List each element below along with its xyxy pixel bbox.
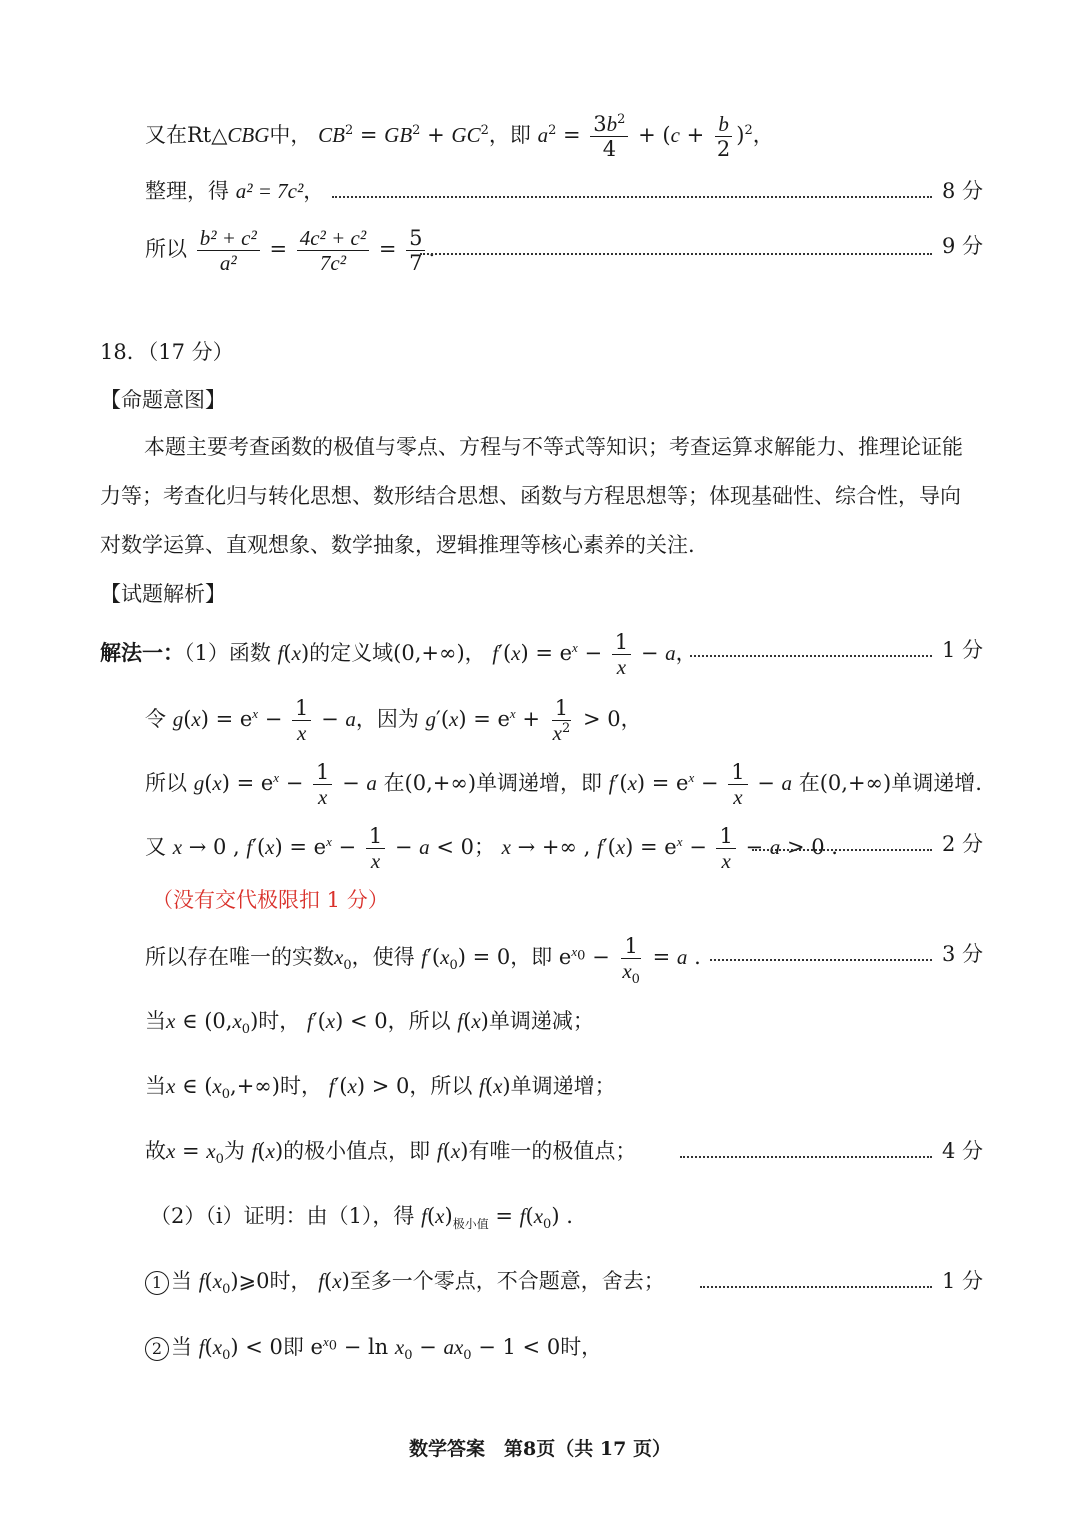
question-number: 18．（17 分） <box>100 340 234 364</box>
leader-dots <box>700 1286 932 1288</box>
step-3: 所以 $g(x) = e^x$ − $\frac{1}{x}$ − a 在(0,+∞)单调递增，即 $f'(x) = e^x$ − $\frac{1}{x}$ − a 在(0,+∞)单调递增. <box>145 760 982 809</box>
step-8: 故$x = x_0$为 f(x)的极小值点，即 f(x)有唯一的极值点； <box>145 1139 637 1168</box>
deduction-note: （没有交代极限扣 1 分） <box>152 888 389 912</box>
step-1: 解法一：（1）函数 f(x)的定义域(0,+∞)， $f'(x) = e^x$ − $\frac{1}{x}$ − a， <box>100 630 697 679</box>
leader-dots <box>690 655 932 657</box>
score: 9 分 <box>942 234 984 258</box>
page-footer: 数学答案 第8页（共 17 页） <box>409 1438 671 1460</box>
part-2-intro: （2）（i）证明：由（1），得 $f(x)_{极小值} = f(x_0)$ . <box>150 1204 573 1233</box>
score: 8 分 <box>942 179 984 203</box>
step-7: 当x ∈ $(x_0,+\infty)$时， f′(x) > 0，所以 f(x)单调递增； <box>145 1074 616 1103</box>
case-1: 1 当 $f(x_0)⩾0$时， f(x)至多一个零点，不合题意，舍去； <box>145 1261 665 1301</box>
leader-dots <box>752 849 932 851</box>
leader-dots <box>710 959 932 961</box>
step-6: 当x ∈ $(0,x_0)$时， f′(x) < 0，所以 f(x)单调递减； <box>145 1009 594 1038</box>
score: 1 分 <box>942 638 984 662</box>
line-simplify: 整理，得 a² = 7c²， <box>145 179 325 203</box>
score: 3 分 <box>942 942 984 966</box>
step-2: 令 $g(x) = e^x$ − $\frac{1}{x}$ − a，因为 $g'(x) = e^x$ + $\frac{1}{x^2}$ > 0， <box>145 696 642 745</box>
intent-paragraph: 本题主要考查函数的极值与零点、方程与不等式等知识；考查运算求解能力、推理论证能力等；考查化归与转化思想、数形结合思想、函数与方程思想等；体现基础性、综合性，导向对数学运算、直观想象、数学抽象，逻辑推理等核心素养的关注. <box>100 435 963 557</box>
score: 2 分 <box>942 832 984 856</box>
step-5: 所以存在唯一的实数$x_0$，使得 $f'(x_0) = 0$，即 $e^{x_0}$ − $\frac{1}{x_0}$ = a . <box>145 934 701 988</box>
step-4: 又 x → 0 , $f'(x) = e^x$ − $\frac{1}{x}$ − a < 0； x → +∞ , $f'(x) = e^x$ − $\frac{1}{x}$ − a > 0 . <box>145 824 838 873</box>
section-title-analysis: 【试题解析】 <box>100 582 226 606</box>
case-2: 2 当 $f(x_0) < 0$即 $e^{x_0} - \ln x_0 - ax_0 - 1 < 0$时， <box>145 1327 602 1367</box>
leader-dots <box>332 196 932 198</box>
line-result: 所以 $\frac{\text{b² + c²}}{\text{a²}}$ = $\frac{\text{4c² + c²}}{\text{7c²}}$ = $\frac{5}{7}$ . <box>145 226 436 275</box>
score: 1 分 <box>942 1269 984 1293</box>
line-rt-triangle: 又在Rt△CBG中， $CB^2 = GB^2 + GC^2$，即 $a^2$ = $\frac{3b^2}{4}$ + (c + $\frac{b}{2}$ )$^2$， <box>145 112 774 161</box>
leader-dots <box>420 253 932 255</box>
leader-dots <box>680 1156 932 1158</box>
score: 4 分 <box>942 1139 984 1163</box>
section-title-intent: 【命题意图】 <box>100 388 226 412</box>
